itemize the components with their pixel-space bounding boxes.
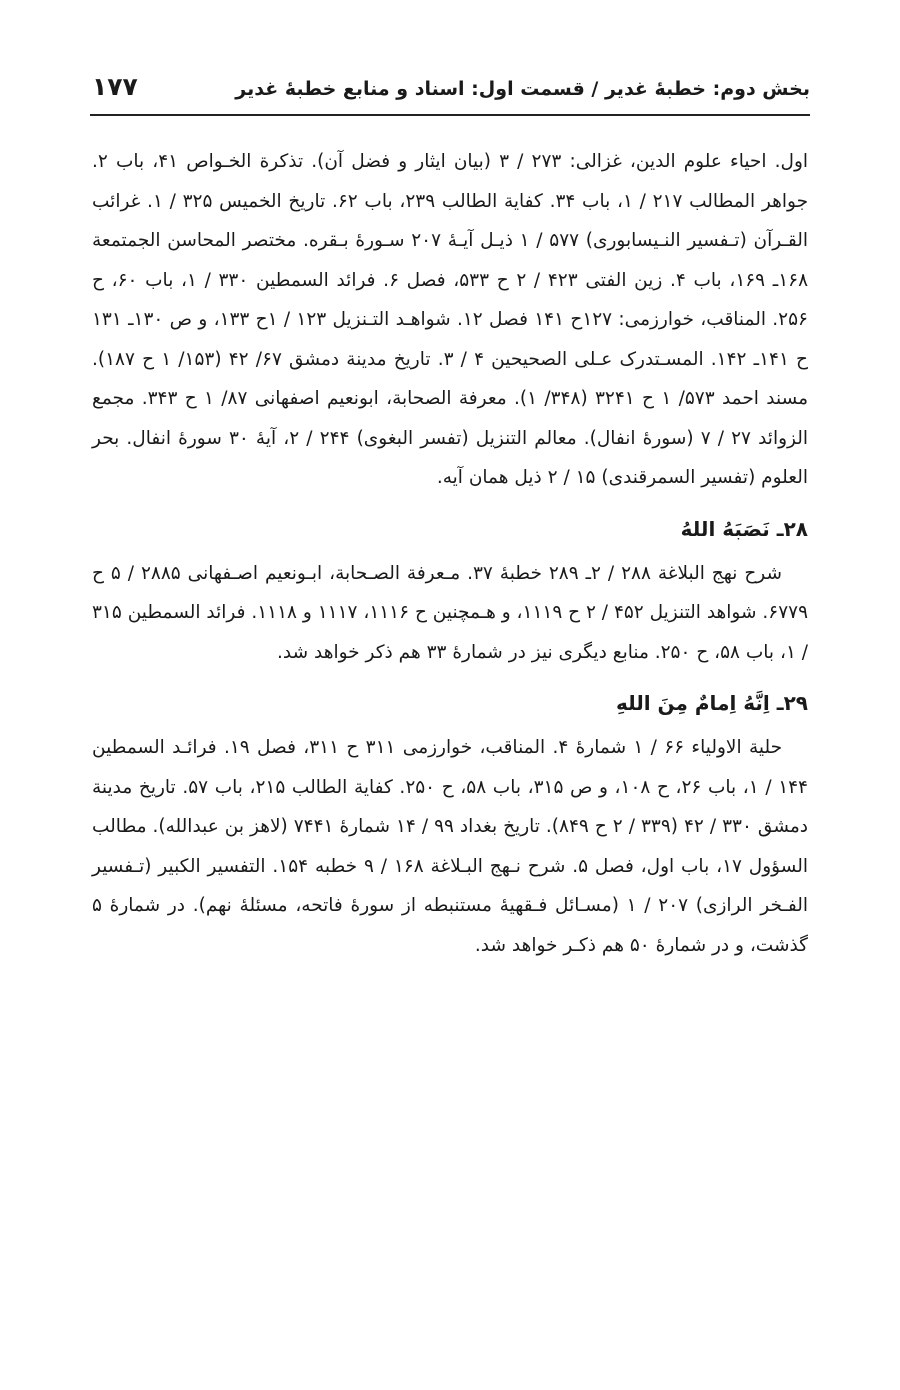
section-28 [92, 504, 808, 673]
paragraph-28: شرح نهج البلاغة ۲۸۸ / ۲ـ ۲۸۹ خطبهٔ ۳۷. مـعرفة الصـحابة، ابـونعیم اصـفهانی ۲۸۸۵ / ۵ ح ۶۷۷۹. شواهد التنزیل ۴۵۲ / ۲ ح ۱۱۱۹، و هـمچنین ح ۱۱۱۶، ۱۱۱۷ و ۱۱۱۸. فرائد السمطین ۳۱۵ / ۱، باب ۵۸، ح ۲۵۰. منابع دیگری نیز در شمارهٔ ۳۳ هم ذکر خواهد شد. [92, 562, 809, 663]
section-29 [92, 678, 808, 965]
paragraph-29: حلیة الاولیاء ۶۶ / ۱ شمارهٔ ۴. المناقب، خوارزمی ۳۱۱ ح ۳۱۱، فصل ۱۹. فرائـد السمطین ۱۴۴ / ۱، باب ۲۶، ح ۱۰۸، و ص ۳۱۵، باب ۵۸، ح ۲۵۰. کفایة الطالب ۲۱۵، باب ۵۷. تاریخ مدینة دمشق ۳۳۰ / ۴۲ (۳۳۹ / ۲ ح ۸۴۹). تاریخ بغداد ۹۹ / ۱۴ شمارهٔ ۷۴۴۱ (لاهز بن عبدالله). مطالب السؤول ۱۷، باب اول، فصل ۵. شرح نـهج البـلاغة ۱۶۸ / ۹ خطبه ۱۵۴. التفسیر الکبیر (تـفسیر الفـخر الرازی) ۲۰۷ / ۱ (مسـائل فـقهیهٔ مستنبطه از سورهٔ فاتحه، مسئلهٔ نهم). در شمارهٔ ۵ گذشت، و در شمارهٔ ۵۰ هم ذکـر خواهد شد. [92, 737, 809, 956]
section-continuation [92, 142, 808, 498]
paragraph-continuation: اول. احیاء علوم الدین، غزالی: ۲۷۳ / ۳ (بیان ایثار و فضل آن). تذکرة الخـواص ۴۱، باب ۲. جواهر المطالب ۲۱۷ / ۱، باب ۳۴. کفایة الطالب ۲۳۹، باب ۶۲. تاریخ الخمیس ۳۲۵ / ۱. غرائب القـرآن (تـفسیر النـیسابوری) ۵۷۷ / ۱ ذیـل آیـهٔ ۲۰۷ سـورهٔ بـقره. مختصر المحاسن الجمتمعة ۱۶۸ـ ۱۶۹، باب ۴. زین الفتی ۴۲۳ / ۲ ح ۵۳۳، فصل ۶. فرائد السمطین ۳۳۰ / ۱، باب ۶۰، ح ۲۵۶. المناقب، خوارزمی: ۱۲۷ح ۱۴۱ فصل ۱۲. شواهـد التـنزیل ۱۲۳ / ۱ح ۱۳۳، و ص ۱۳۰ـ ۱۳۱ ح ۱۴۱ـ ۱۴۲. المسـتدرک عـلی الصحیحین ۴ / ۳. تاریخ مدینة دمشق ۶۷/ ۴۲ (۱۵۳/ ۱ ح ۱۸۷). مسند احمد ۵۷۳/ ۱ ح ۳۲۴۱ (۳۴۸/ ۱). معرفة الصحابة، ابونعیم اصفهانی ۸۷/ ۱ ح ۳۴۳. مجمع الزوائد ۲۷ / ۷ (سورهٔ انفال). معالم التنزیل (تفسر البغوی) ۲۴۴ / ۲، آیهٔ ۳۰ سورهٔ انفال. بحر العلوم (تفسیر السمرقندی) ۱۵ / ۲ ذیل همان آیه. [92, 151, 809, 488]
page-content [92, 142, 808, 965]
running-title: بخش دوم: خطبهٔ غدیر / قسمت اول: اسناد و منابع خطبهٔ غدیر [235, 78, 810, 100]
page-header [90, 62, 810, 116]
section-heading-29: ۲۹ـ اِنَّهُ اِمامٌ مِنَ اللهِ [615, 691, 808, 715]
page-number: ۱۷۷ [92, 72, 138, 101]
section-heading-28: ۲۸ـ نَصَبَهُ اللهُ [680, 516, 808, 541]
